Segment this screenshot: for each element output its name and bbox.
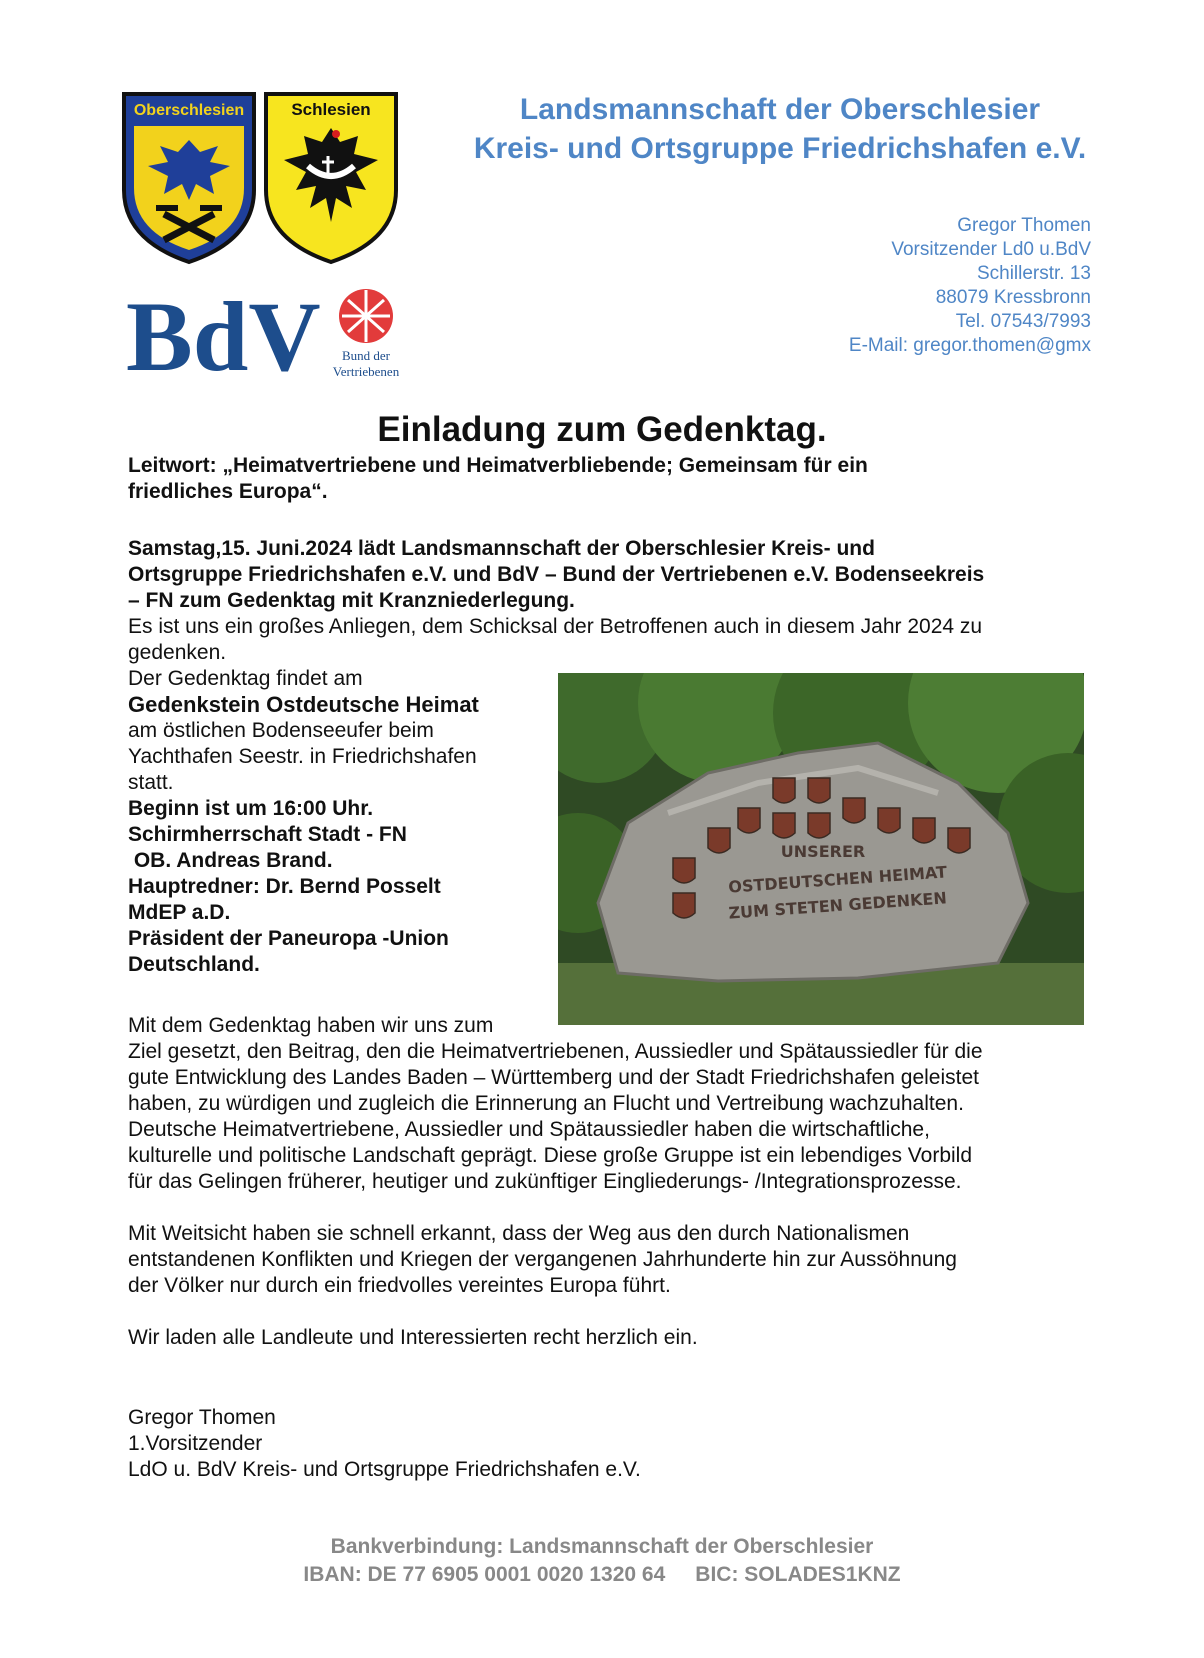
crest-oberschlesien	[120, 90, 258, 266]
contact-city: 88079 Kressbronn	[935, 287, 1091, 308]
contact-phone: Tel. 07543/7993	[955, 311, 1091, 332]
contact-role: Vorsitzender Ld0 u.BdV	[891, 239, 1091, 260]
svg-text:OSTDEUTSCHEN HEIMAT: OSTDEUTSCHEN HEIMAT	[727, 862, 948, 897]
svg-text:Bund der: Bund der	[341, 348, 391, 363]
iban: IBAN: DE 77 6905 0001 0020 1320 64	[303, 1563, 666, 1586]
contact-email: E-Mail: gregor.thomen@gmx	[848, 335, 1091, 356]
svg-text:Oberschlesien: Oberschlesien	[133, 102, 245, 119]
page-title: Einladung zum Gedenktag.	[377, 410, 827, 449]
org-name-line2: Kreis- und Ortsgruppe Friedrichshafen e.V.	[473, 132, 1087, 165]
svg-text:Schlesien: Schlesien	[291, 100, 371, 119]
contact-block	[671, 214, 1091, 358]
event-location: Der Gedenktag findet am Gedenkstein Ostdeutsche Heimat am östlichen Bodenseeufer beim Yachthafen Seestr. in Friedrichshafen statt. Beginn ist um 16:00 Uhr. Schirmherrschaft Stadt - FN OB. Andreas Brand. Hauptredner: Dr. Bernd Posselt MdEP a.D. Präsident der Paneuropa -Union Deutschland.	[128, 666, 548, 978]
bdv-logo	[126, 282, 406, 380]
contact-street: Schillerstr. 13	[976, 263, 1091, 284]
svg-text:BdV: BdV	[126, 282, 321, 380]
intro: Samstag,15. Juni.2024 lädt Landsmannschaft der Oberschlesier Kreis- und Ortsgruppe Friedrichshafen e.V. und BdV – Bund der Vertriebenen e.V. Bodenseekreis – FN zum Gedenktag mit Kranzniederlegung. Es ist uns ein großes Anliegen, dem Schicksal der Betroffenen auch in diesem Jahr 2024 zu gedenken.	[128, 537, 985, 664]
svg-text:ZUM STETEN GEDENKEN: ZUM STETEN GEDENKEN	[727, 888, 948, 923]
bank-details-line1: Bankverbindung: Landsmannschaft der Oberschlesier	[330, 1535, 874, 1558]
svg-text:UNSERER: UNSERER	[780, 842, 866, 861]
bic: BIC: SOLADES1KNZ	[695, 1563, 901, 1586]
invitation-sentence: Wir laden alle Landleute und Interessierten recht herzlich ein.	[128, 1326, 698, 1349]
org-name-line1: Landsmannschaft der Oberschlesier	[519, 93, 1041, 126]
body-paragraph-2: Mit Weitsicht haben sie schnell erkannt, dass der Weg aus den durch Nationalismen entstandenen Konflikten und Kriegen der vergangenen Jahrhunderte hin zur Aussöhnung der Völker nur durch ein friedvolles vereintes Europa führt.	[128, 1222, 957, 1297]
memorial-name: Gedenkstein Ostdeutsche Heimat	[128, 692, 479, 717]
contact-name: Gregor Thomen	[957, 215, 1091, 236]
crest-schlesien	[262, 90, 400, 266]
bank-details-line2	[0, 1561, 1204, 1589]
body-paragraph-1: Mit dem Gedenktag haben wir uns zum Ziel gesetzt, den Beitrag, den die Heimatvertriebenen, Aussiedler und Spätaussiedler für die gute Entwicklung des Landes Baden – Württemberg und der Stadt Friedrichshafen geleistet haben, zu würdigen und zugleich die Erinnerung an Flucht und Vertreibung wachzuhalten. Deutsche Heimatvertriebene, Aussiedler und Spätaussiedler haben die wirtschaftliche, kulturelle und politische Landschaft geprägt. Diese große Gruppe ist ein lebendiges Vorbild für das Gelingen früherer, heutiger und zukünftiger Eingliederungs- /Integrationsprozesse.	[128, 1014, 983, 1193]
motto: Leitwort: „Heimatvertriebene und Heimatverbliebende; Gemeinsam für ein friedliches Europa“.	[128, 454, 868, 503]
memorial-stone-photo	[558, 673, 1084, 1025]
svg-text:Vertriebenen: Vertriebenen	[332, 364, 400, 379]
signature-block: Gregor Thomen 1.Vorsitzender LdO u. BdV Kreis- und Ortsgruppe Friedrichshafen e.V.	[128, 1406, 641, 1481]
